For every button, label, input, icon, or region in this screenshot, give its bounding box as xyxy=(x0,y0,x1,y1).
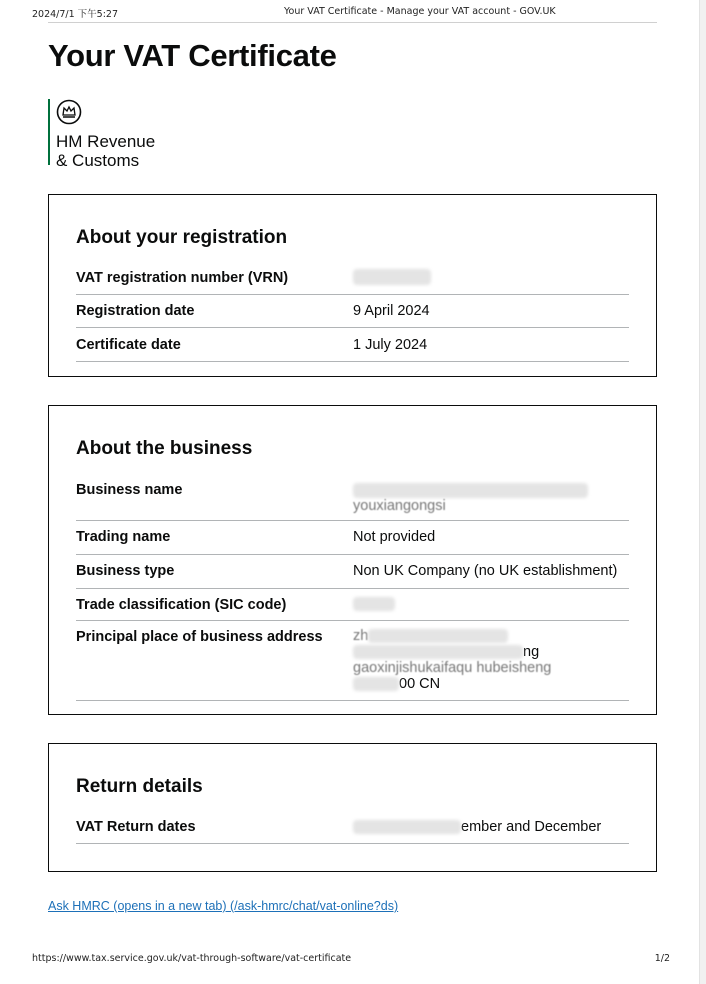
print-title: Your VAT Certificate - Manage your VAT account - GOV.UK xyxy=(284,6,556,17)
business-heading: About the business xyxy=(76,438,253,459)
address-value: zh ng gaoxinjishukaifaqu hubeisheng 00 CN xyxy=(353,628,552,692)
row-key: VAT registration number (VRN) xyxy=(76,270,289,286)
scrollbar[interactable] xyxy=(699,0,706,984)
row-key: Principal place of business address xyxy=(76,629,323,645)
row-value: 1 July 2024 xyxy=(353,337,428,353)
row-value: 9 April 2024 xyxy=(353,303,430,319)
summary-row xyxy=(76,588,629,621)
logo-line-1: HM Revenue xyxy=(56,132,156,151)
print-header xyxy=(32,6,670,22)
vrn-value xyxy=(353,269,431,285)
print-date: 2024/7/1 下午5:27 xyxy=(32,9,119,20)
row-value: Non UK Company (no UK establishment) xyxy=(353,563,618,579)
logo-line-2: & Customs xyxy=(56,151,140,170)
summary-row xyxy=(76,554,629,589)
summary-row xyxy=(76,294,629,328)
business-name-value: youxiangongsi xyxy=(353,482,588,514)
hmrc-logo[interactable] xyxy=(48,99,156,170)
business-card xyxy=(48,405,657,715)
row-key: Certificate date xyxy=(76,337,181,353)
return-dates-value: ember and December xyxy=(353,819,601,835)
print-page-number: 1/2 xyxy=(654,953,670,964)
summary-row xyxy=(76,810,629,844)
summary-row xyxy=(76,474,629,521)
summary-row xyxy=(76,520,629,555)
row-key: Trading name xyxy=(76,529,171,545)
row-key: Trade classification (SIC code) xyxy=(76,597,287,613)
print-url: https://www.tax.service.gov.uk/vat-through-software/vat-certificate xyxy=(32,953,352,964)
crown-icon xyxy=(56,99,82,125)
page-title: Your VAT Certificate xyxy=(48,38,337,73)
row-key: Business name xyxy=(76,482,183,498)
row-value: Not provided xyxy=(353,529,436,545)
returns-card xyxy=(48,743,657,872)
row-key: VAT Return dates xyxy=(76,819,196,835)
header-divider xyxy=(48,22,657,23)
summary-row xyxy=(76,327,629,362)
summary-row xyxy=(76,620,629,701)
returns-heading: Return details xyxy=(76,776,203,797)
registration-card xyxy=(48,194,657,377)
summary-row xyxy=(76,261,629,295)
ask-hmrc-link[interactable]: Ask HMRC (opens in a new tab) (/ask-hmrc/chat/vat-online?ds) xyxy=(48,899,399,913)
sic-code-value xyxy=(353,596,395,612)
row-key: Registration date xyxy=(76,303,195,319)
row-key: Business type xyxy=(76,563,175,579)
registration-heading: About your registration xyxy=(76,227,288,248)
